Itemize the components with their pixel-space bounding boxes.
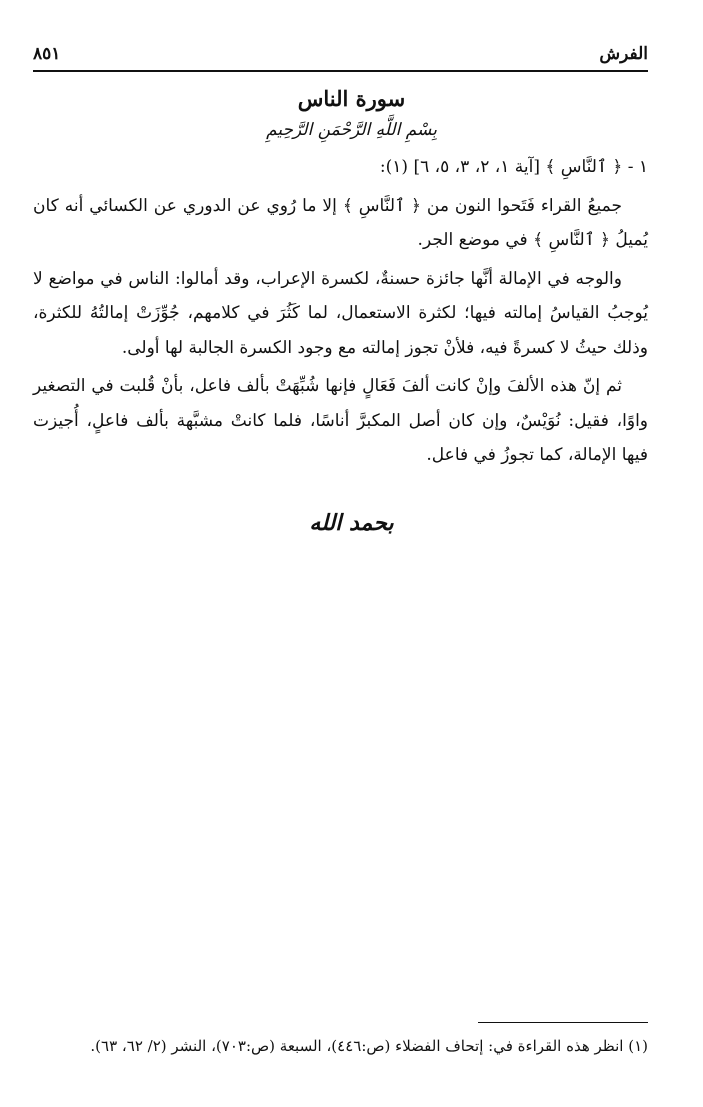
main-text xyxy=(33,150,648,477)
paragraph: ثم إنّ هذه الألفَ وإنْ كانت ألفَ فَعَالٍ فإنها شُبِّهَتْ بألف فاعل، بأنْ قُلبت في التصغير واوًا، فقيل: نُوَيْسٌ، وإن كان أصل المكبرَّ أناسًا، فلما كانتْ مشبَّهة بألف فاعلٍ، أُجيزت فيها الإمالة، كما تجوزُ في فاعل. xyxy=(33,376,648,465)
paragraph: والوجه في الإمالة أنَّها جائزة حسنةٌ، لكسرة الإعراب، وقد أمالوا: الناس في مواضع لا يُوجبُ القياسُ إمالته فيها؛ لكثرة الاستعمال، لما كَثُرَ في كلامهم، جُوِّزَتْ إمالتُهُ للكثرة، وذلك حيثُ لا كسرةً فيه، فلأنْ تجوز إمالته مع وجود الكسرة الجالبة لها أولى. xyxy=(33,268,648,358)
page-header xyxy=(33,44,648,72)
paragraph: جميعُ القراء فَتَحوا النون من ﴿ ٱلنَّاسِ ﴾ إلا ما رُوي عن الدوري عن الكسائي أنه كان يُميلُ ﴿ ٱلنَّاسِ ﴾ في موضع الجر. xyxy=(33,195,648,250)
footnote: (١) انظر هذه القراءة في: إتحاف الفضلاء (ص:٤٤٦)، السبعة (ص:٧٠٣)، النشر (٢/ ٦٢، ٦٣). xyxy=(90,1037,648,1055)
page-number: ٨٥١ xyxy=(33,44,61,64)
surah-title: سورة الناس xyxy=(297,86,406,111)
verse-heading: ١ - ﴿ ٱلنَّاسِ ﴾ [آية ١، ٢، ٣، ٥، ٦] (١): xyxy=(379,157,648,177)
section-title: الفرش xyxy=(599,44,648,64)
footnote-divider xyxy=(478,1022,648,1023)
basmala-calligraphy: بِسْمِ اللَّهِ الرَّحْمَنِ الرَّحِيمِ xyxy=(266,120,437,140)
closing-calligraphy: بحمد الله xyxy=(309,510,394,536)
